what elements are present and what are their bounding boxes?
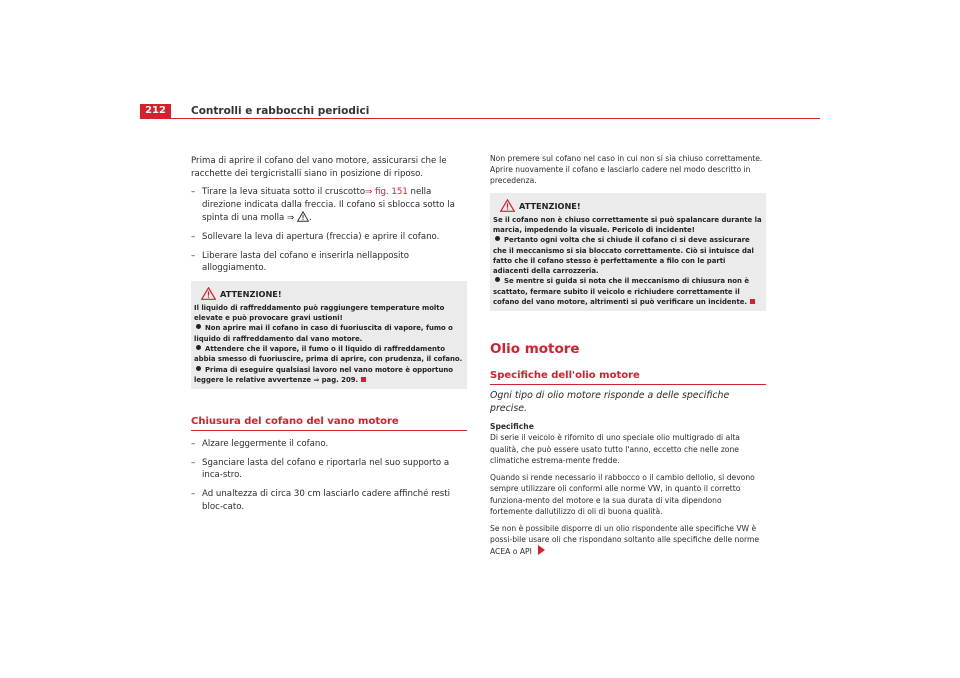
step-text: Tirare la leva situata sotto il cruscotto bbox=[202, 187, 366, 198]
section-heading: Specifiche dell'olio motore bbox=[490, 369, 766, 385]
body-paragraph: Quando si rende necessario il rabbocco o il cambio dellolio, si devono sempre utilizzare oli conformi alle norme VW, in quanto il corretto funziona-mento del motore e la sua durata di vita dipendono fortemente dallutilizzo di oli di buona qualità. bbox=[490, 473, 755, 516]
step-lift-lever: – Sollevare la leva di apertura (freccia) e aprire il cofano. bbox=[191, 231, 467, 244]
bullet-icon bbox=[495, 277, 500, 282]
figure-link[interactable]: ⇒ fig. 151 bbox=[365, 187, 408, 198]
warning-text: Se il cofano non è chiuso correttamente si può spalancare durante la marcia, impedendo la visuale. Pericolo di incidente! bbox=[493, 215, 762, 234]
continue-arrow-icon bbox=[538, 545, 545, 555]
end-of-section-icon bbox=[361, 377, 366, 382]
bullet-icon bbox=[196, 324, 201, 329]
intro-paragraph: Prima di aprire il cofano del vano motore, assicurarsi che le racchette dei tergicristalli siano in posizione di riposo. bbox=[191, 156, 447, 179]
header-rule bbox=[140, 118, 820, 119]
warning-title: ATTENZIONE! bbox=[220, 288, 282, 299]
warning-triangle-icon bbox=[500, 199, 515, 212]
chapter-heading: Olio motore bbox=[490, 341, 580, 358]
section-subtitle: Ogni tipo di olio motore risponde a delle specifiche precise. bbox=[490, 390, 730, 415]
warning-triangle-icon bbox=[201, 287, 216, 300]
section-heading: Chiusura del cofano del vano motore bbox=[191, 415, 467, 431]
bullet-icon bbox=[196, 345, 201, 350]
warning-bullet: Non aprire mai il cofano in caso di fuoriuscita di vapore, fumo o liquido di raffreddamento dal vano motore. bbox=[194, 324, 453, 343]
step-drop-hood: – Ad unaltezza di circa 30 cm lasciarlo cadere affinché resti bloc-cato. bbox=[191, 488, 467, 513]
warning-text: Il liquido di raffreddamento può raggiungere temperature molto elevate e può provocare gravi ustioni! bbox=[194, 303, 445, 323]
warning-title: ATTENZIONE! bbox=[519, 200, 581, 211]
bullet-icon bbox=[495, 236, 500, 241]
spec-label: Specifiche bbox=[490, 422, 534, 432]
step-raise-hood: – Alzare leggermente il cofano. bbox=[191, 438, 467, 451]
warning-bullet: Prima di eseguire qualsiasi lavoro nel vano motore è opportuno leggere le relative avvertenze ⇒ pag. 209. bbox=[194, 365, 454, 384]
step-text: . bbox=[308, 213, 312, 224]
step-pull-lever bbox=[191, 186, 467, 225]
page-header bbox=[140, 104, 820, 118]
warning-bullet: Attendere che il vapore, il fumo o il liquido di raffreddamento abbia smesso di fuoriuscire, prima di aprire, con prudenza, il cofano. bbox=[194, 344, 463, 364]
step-insert-rod: – Liberare lasta del cofano e inserirla nellapposito alloggiamento. bbox=[191, 250, 467, 275]
right-column bbox=[490, 153, 766, 564]
body-paragraph: Se non è possibile disporre di un olio rispondente alle specifiche VW è possi-bile usare oli che rispondano soltanto alle specifiche delle norme ACEA o API bbox=[490, 523, 760, 557]
step-text: nella direzione indicata dalla freccia. Il cofano si sblocca sotto la spinta di una molla ⇒ bbox=[202, 187, 455, 224]
warning-bullet: Pertanto ogni volta che si chiude il cofano ci si deve assicurare che il meccanismo si sia bloccato correttamente. Ciò si intuisce dal fatto che il cofano stesso è perfettamente a filo con le parti adiacenti della carrozzeria. bbox=[493, 236, 754, 276]
left-column bbox=[191, 155, 467, 519]
chapter-title: Controlli e rabbocchi periodici bbox=[191, 105, 370, 117]
warning-box bbox=[191, 281, 467, 389]
warning-bullet: Se mentre si guida si nota che il meccanismo di chiusura non è scattato, fermare subito il veicolo e richiudere correttamente il cofano del vano motore, altrimenti si può verificare un incidente. bbox=[493, 276, 763, 307]
end-of-section-icon bbox=[750, 299, 755, 304]
step-unhook-rod: – Sganciare lasta del cofano e riportarla nel suo supporto a inca-stro. bbox=[191, 457, 467, 482]
intro-paragraph: Non premere sul cofano nel caso in cui non si sia chiuso correttamente. Aprire nuovamente il cofano e lasciarlo cadere nel modo descritto in precedenza. bbox=[490, 154, 763, 186]
bullet-icon bbox=[196, 366, 201, 371]
warning-triangle-icon bbox=[297, 211, 309, 222]
body-paragraph: Di serie il veicolo è rifornito di uno speciale olio multigrado di alta qualità, che può essere usato tutto l'anno, eccetto che nelle zone climatiche estrema-mente fredde. bbox=[490, 433, 740, 465]
page-number: 212 bbox=[140, 104, 171, 118]
warning-box bbox=[490, 193, 766, 312]
